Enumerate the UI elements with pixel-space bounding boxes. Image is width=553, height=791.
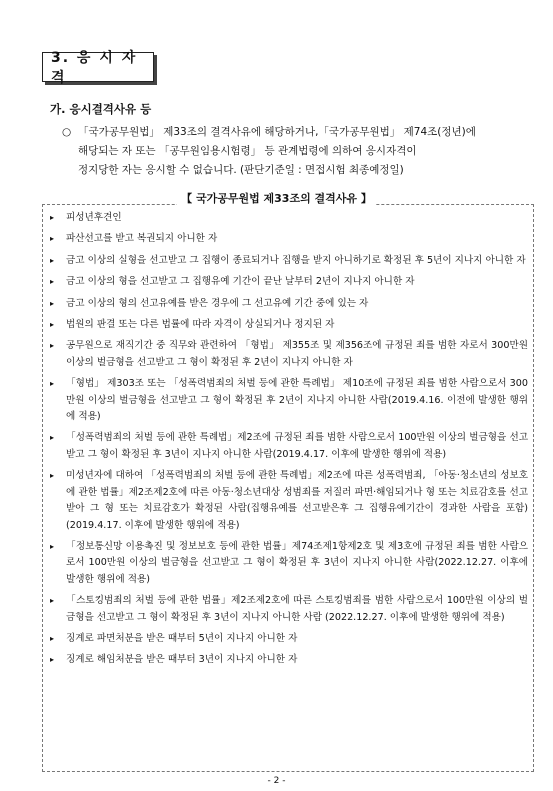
intro-line: 해당되는 자 또는 「공무원임용시험령」 등 관계법령에 의하여 응시자격이 bbox=[78, 145, 417, 157]
intro-line: 「국가공무원법」 제33조의 결격사유에 해당하거나,「국가공무원법」 제74조(정년)에 bbox=[78, 126, 476, 138]
bullet-icon: ▸ bbox=[50, 633, 55, 643]
list-item: ▸ 징계로 파면처분을 받은 때부터 5년이 지나지 아니한 자 bbox=[48, 631, 528, 647]
list-item: ▸ 파산선고를 받고 복권되지 아니한 자 bbox=[48, 231, 528, 247]
bullet-icon: ▸ bbox=[50, 298, 55, 308]
intro-line: 정지당한 자는 응시할 수 없습니다. (판단기준일 : 면접시험 최종예정일) bbox=[78, 164, 404, 176]
list-item: ▸ 피성년후견인 bbox=[48, 210, 528, 226]
bullet-icon: ▸ bbox=[50, 433, 55, 443]
box-title: 【 국가공무원법 제33조의 결격사유 】 bbox=[0, 190, 553, 206]
list-item: ▸ 금고 이상의 형을 선고받고 그 집행유예 기간이 끝난 날부터 2년이 지나지 아니한 자 bbox=[48, 274, 528, 290]
bullet-icon: ▸ bbox=[50, 471, 55, 481]
list-item: ▸ 미성년자에 대하여 「성폭력범죄의 처벌 등에 관한 특례법」제2조에 따른 성폭력범죄, 「아동·청소년의 성보호에 관한 법률」제2조제2호에 따른 아동·청소년대상 성범죄를 저질러 파면·해임되거나 형 또는 치료감호를 선고받아 그 형 또는 치료감호가 확정된 사람(집행유예를 선고받은후 그 집행유예기간이 경과한 사람을 포함) (2019.4.17. 이후에 발생한 행위에 적용) bbox=[50, 470, 528, 531]
bullet-icon: ▸ bbox=[50, 255, 55, 265]
bullet-icon: ▸ bbox=[50, 234, 55, 244]
list-item: ▸ 금고 이상의 실형을 선고받고 그 집행이 종료되거나 집행을 받지 아니하기로 확정된 후 5년이 지나지 아니한 자 bbox=[48, 253, 528, 269]
list-item: ▸ 금고 이상의 형의 선고유예를 받은 경우에 그 선고유예 기간 중에 있는 자 bbox=[48, 296, 528, 312]
intro-paragraph bbox=[62, 123, 534, 180]
circle-bullet-icon: ○ bbox=[62, 126, 72, 138]
disqualification-list bbox=[48, 210, 528, 674]
list-item: ▸ 「형법」 제303조 또는 「성폭력범죄의 처벌 등에 관한 특례법」 제10조에 규정된 죄를 범한 사람으로서 300만원 이상의 벌금형을 선고받고 그 형이 확정된 후 2년이 지나지 아니한 사람(2019.4.16. 이전에 발생한 행위에 적용) bbox=[50, 378, 528, 423]
bullet-icon: ▸ bbox=[50, 379, 55, 389]
page-number: - 2 - bbox=[267, 776, 286, 786]
bullet-icon: ▸ bbox=[50, 213, 55, 222]
list-item: ▸ 징계로 해임처분을 받은 때부터 3년이 지나지 아니한 자 bbox=[48, 652, 528, 668]
bullet-icon: ▸ bbox=[50, 655, 55, 665]
bullet-icon: ▸ bbox=[50, 341, 55, 351]
subheading: 가. 응시결격사유 등 bbox=[50, 102, 152, 116]
list-item: ▸ 「스토킹범죄의 처벌 등에 관한 법률」제2조제2호에 따른 스토킹범죄를 범한 사람으로서 100만원 이상의 벌금형을 선고받고 그 형이 확정된 후 3년이 지나지 아니한 사람 (2022.12.27. 이후에 발생한 행위에 적용) bbox=[50, 595, 528, 623]
list-item: ▸ 공무원으로 재직기간 중 직무와 관련하여 「형법」 제355조 및 제356조에 규정된 죄를 범한 자로서 300만원 이상의 벌금형을 선고받고 그 형이 확정된 후 2년이 지나지 아니한 자 bbox=[50, 340, 528, 368]
list-item: ▸ 「정보통신망 이용촉진 및 정보보호 등에 관한 법률」제74조제1항제2호 및 제3호에 규정된 죄를 범한 사람으로서 100만원 이상의 벌금형을 선고받고 그 형이 확정된 후 3년이 지나지 아니한 사람(2022.12.27. 이후에 발생한 행위에 적용) bbox=[50, 540, 528, 585]
bullet-icon: ▸ bbox=[50, 320, 55, 330]
bullet-icon: ▸ bbox=[50, 277, 55, 287]
list-item: ▸ 법원의 판결 또는 다른 법률에 따라 자격이 상실되거나 정지된 자 bbox=[48, 317, 528, 333]
bullet-icon: ▸ bbox=[50, 596, 55, 606]
bullet-icon: ▸ bbox=[50, 541, 55, 551]
list-item: ▸ 「성폭력범죄의 처벌 등에 관한 특례법」제2조에 규정된 죄를 범한 사람으로서 100만원 이상의 벌금형을 선고받고 그 형이 확정된 후 3년이 지나지 아니한 사람(2019.4.17. 이후에 발생한 행위에 적용) bbox=[50, 432, 528, 460]
section-title: 3. 응 시 자 격 bbox=[42, 52, 154, 82]
